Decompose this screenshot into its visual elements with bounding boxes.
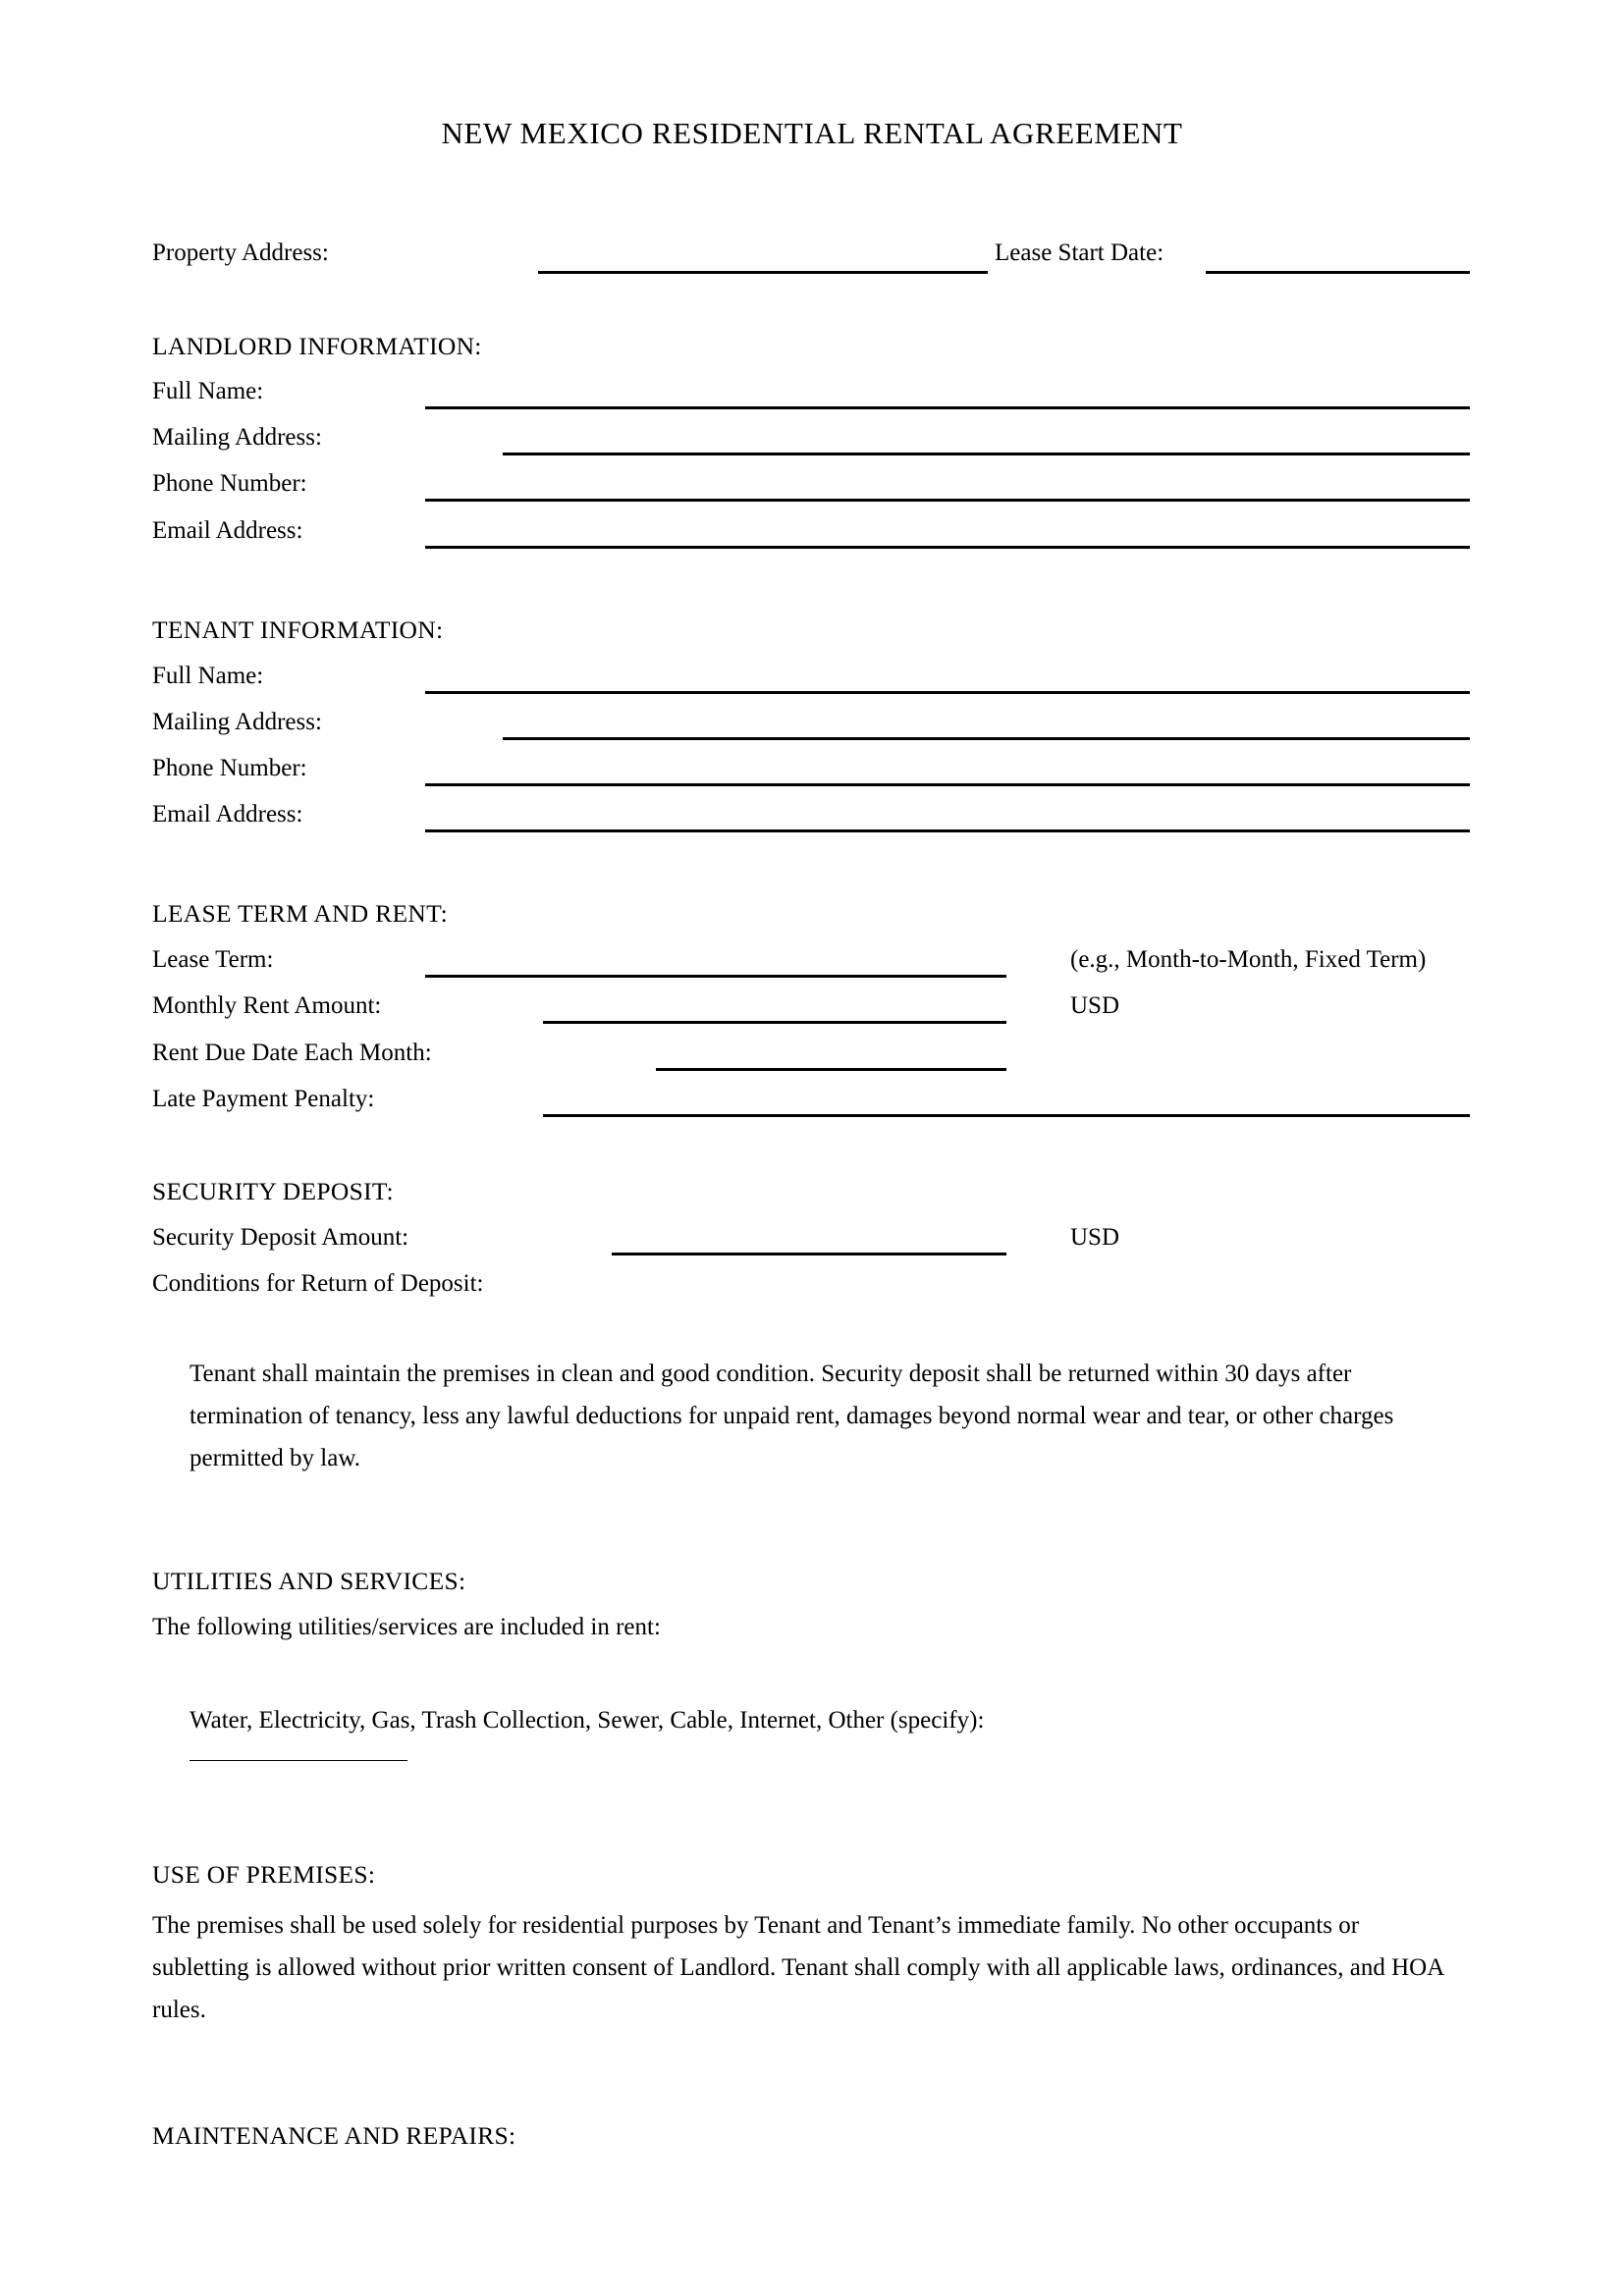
lease-term-and-rent-heading: LEASE TERM AND RENT: [152, 899, 449, 928]
tenant-information-heading: TENANT INFORMATION: [152, 615, 444, 644]
security-deposit-amount-input-rule[interactable] [612, 1253, 1006, 1255]
security-deposit-heading: SECURITY DEPOSIT: [152, 1177, 394, 1205]
landlord-mailing-address-input-rule[interactable] [503, 453, 1470, 455]
security-deposit-amount-label: Security Deposit Amount: [152, 1224, 409, 1251]
landlord-email-address-label: Email Address: [152, 517, 303, 544]
late-payment-penalty-input-rule[interactable] [543, 1114, 1470, 1117]
utilities-other-specify-input-rule[interactable] [189, 1760, 407, 1761]
landlord-full-name-input-rule[interactable] [425, 406, 1470, 409]
utilities-included-intro: The following utilities/services are included in rent: [152, 1614, 661, 1640]
rent-due-date-label: Rent Due Date Each Month: [152, 1040, 432, 1066]
conditions-for-return-of-deposit-label: Conditions for Return of Deposit: [152, 1270, 484, 1297]
tenant-email-address-input-rule[interactable] [425, 829, 1470, 832]
late-payment-penalty-label: Late Payment Penalty: [152, 1086, 375, 1112]
use-of-premises-heading: USE OF PREMISES: [152, 1860, 376, 1889]
lease-term-hint: (e.g., Month-to-Month, Fixed Term) [1070, 946, 1427, 973]
property-address-label: Property Address: [152, 240, 329, 266]
property-address-input-rule[interactable] [538, 271, 988, 274]
monthly-rent-amount-input-rule[interactable] [543, 1021, 1006, 1024]
landlord-full-name-label: Full Name: [152, 378, 264, 404]
monthly-rent-amount-currency: USD [1070, 992, 1120, 1019]
tenant-mailing-address-label: Mailing Address: [152, 709, 322, 735]
security-deposit-amount-currency: USD [1070, 1224, 1120, 1251]
landlord-phone-number-label: Phone Number: [152, 470, 307, 497]
tenant-email-address-label: Email Address: [152, 801, 303, 828]
tenant-full-name-label: Full Name: [152, 663, 264, 689]
page-title: NEW MEXICO RESIDENTIAL RENTAL AGREEMENT [441, 116, 1183, 150]
landlord-email-address-input-rule[interactable] [425, 546, 1470, 549]
monthly-rent-amount-label: Monthly Rent Amount: [152, 992, 382, 1019]
landlord-information-heading: LANDLORD INFORMATION: [152, 332, 482, 360]
maintenance-and-repairs-heading: MAINTENANCE AND REPAIRS: [152, 2121, 516, 2150]
utilities-and-services-heading: UTILITIES AND SERVICES: [152, 1567, 466, 1595]
lease-term-label: Lease Term: [152, 946, 274, 973]
rent-due-date-input-rule[interactable] [656, 1068, 1006, 1071]
lease-term-input-rule[interactable] [425, 975, 1006, 978]
security-deposit-conditions-text: Tenant shall maintain the premises in clean and good condition. Security deposit shall be returned within 30 days after termination of tenancy, less any lawful deductions for unpaid rent, damages beyond normal wear and tear, or other charges permitted by law. [189, 1361, 1394, 1471]
landlord-phone-number-input-rule[interactable] [425, 499, 1470, 502]
lease-start-date-input-rule[interactable] [1206, 271, 1470, 274]
tenant-full-name-input-rule[interactable] [425, 691, 1470, 694]
utilities-options-list: Water, Electricity, Gas, Trash Collection, Sewer, Cable, Internet, Other (specify): [189, 1707, 985, 1734]
tenant-phone-number-input-rule[interactable] [425, 783, 1470, 786]
tenant-mailing-address-input-rule[interactable] [503, 737, 1470, 740]
lease-start-date-label: Lease Start Date: [995, 240, 1164, 266]
tenant-phone-number-label: Phone Number: [152, 755, 307, 781]
use-of-premises-text: The premises shall be used solely for residential purposes by Tenant and Tenant’s immediate family. No other occupants or subletting is allowed without prior written consent of Landlord. Tenant shall comply with all applicable laws, ordinances, and HOA rules. [152, 1912, 1443, 2023]
landlord-mailing-address-label: Mailing Address: [152, 424, 322, 451]
